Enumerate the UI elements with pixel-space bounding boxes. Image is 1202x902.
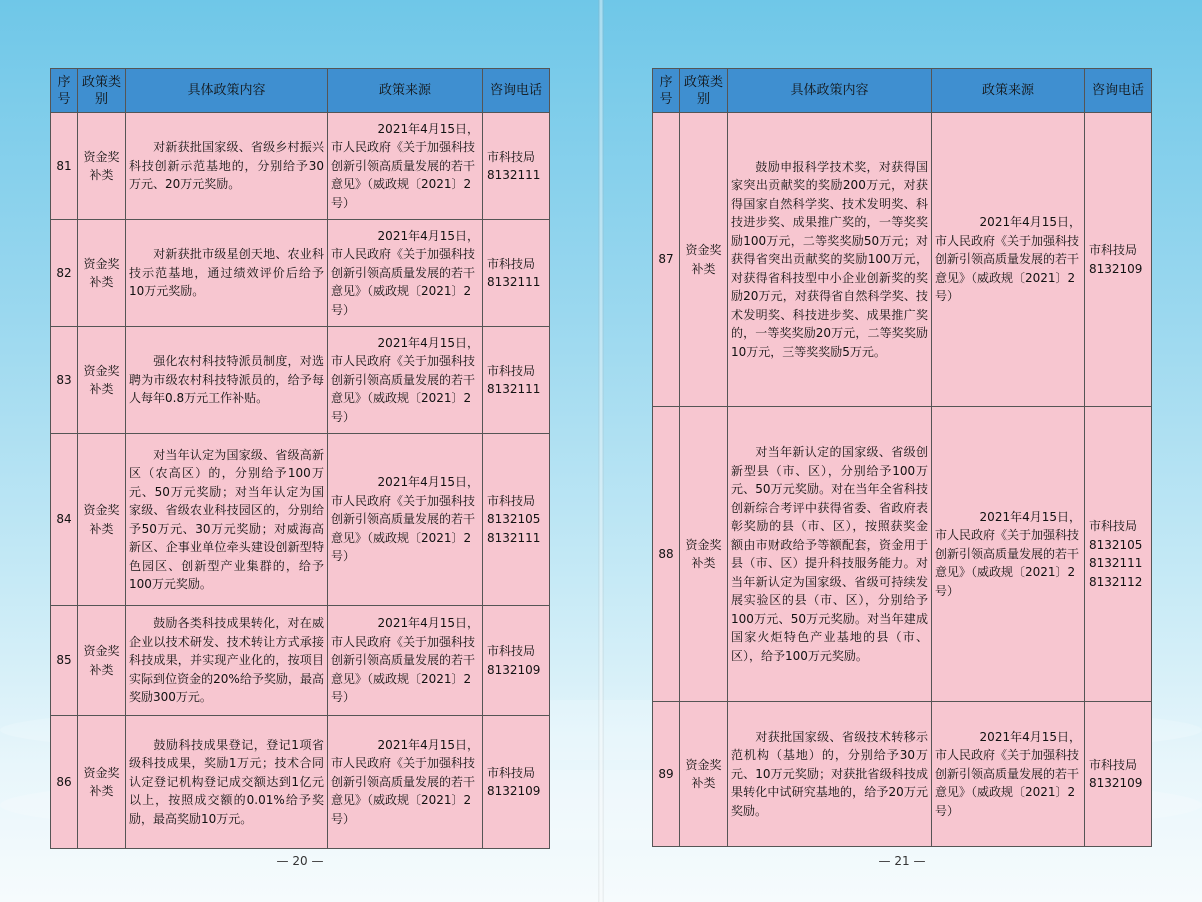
- row-phone: 市科技局8132105 8132111: [483, 434, 550, 606]
- row-no: 84: [51, 434, 78, 606]
- row-no: 89: [653, 702, 680, 847]
- header-category: 政策类别: [680, 69, 728, 113]
- table-row: [51, 434, 550, 606]
- row-content: 对当年新认定的国家级、省级创新型县（市、区），分别给予100万元、50万元奖励。对在当年全省科技创新综合考评中获得省委、省政府表彰奖励的县（市、区），按照获奖金额由市财政给予等额配套，资金用于县（市、区）提升科技服务能力。对当年新认定为国家级、省级可持续发展实验区的县（市、区），分别给予100万元、50万元奖励。对当年建成国家火炬特色产业基地的县（市、区），给予100万元奖励。: [728, 407, 932, 702]
- row-category: 资金奖补类: [78, 606, 126, 716]
- row-category: 资金奖补类: [78, 716, 126, 849]
- table-row: [51, 716, 550, 849]
- row-phone: 市科技局8132109: [1085, 113, 1152, 407]
- header-source: 政策来源: [932, 69, 1085, 113]
- row-content: 对当年认定为国家级、省级高新区（农高区）的，分别给予100万元、50万元奖励；对当年认定为国家级、省级农业科技园区的，分别给予50万元、30万元奖励；对威海高新区、企事业单位牵头建设创新型特色园区、创新型产业集群的，给予100万元奖励。: [126, 434, 328, 606]
- row-source: 2021年4月15日， 市人民政府《关于加强科技创新引领高质量发展的若干意见》（威政规〔2021〕2号）: [328, 716, 483, 849]
- row-category: 资金奖补类: [680, 407, 728, 702]
- row-source: 2021年4月15日， 市人民政府《关于加强科技创新引领高质量发展的若干意见》（威政规〔2021〕2号）: [328, 113, 483, 220]
- policy-table-left: [50, 68, 550, 849]
- row-source: 2021年4月15日， 市人民政府《关于加强科技创新引领高质量发展的若干意见》（威政规〔2021〕2号）: [328, 606, 483, 716]
- row-content: 鼓励申报科学技术奖，对获得国家突出贡献奖的奖励200万元，对获得国家自然科学奖、技术发明奖、科技进步奖、成果推广奖的，一等奖奖励100万元，二等奖奖励50万元；对获得省突出贡献奖的奖励100万元，对获得省科技型中小企业创新奖的奖励20万元，对获得省自然科学奖、技术发明奖、科技进步奖、成果推广奖的，一等奖奖励20万元，二等奖奖励10万元，三等奖奖励5万元。: [728, 113, 932, 407]
- table-header-row: [653, 69, 1152, 113]
- table-row: [51, 327, 550, 434]
- row-phone: 市科技局8132105 8132111 8132112: [1085, 407, 1152, 702]
- row-category: 资金奖补类: [78, 434, 126, 606]
- table-header-row: [51, 69, 550, 113]
- row-phone: 市科技局8132109: [483, 606, 550, 716]
- row-category: 资金奖补类: [78, 327, 126, 434]
- header-content: 具体政策内容: [728, 69, 932, 113]
- header-content: 具体政策内容: [126, 69, 328, 113]
- row-category: 资金奖补类: [78, 220, 126, 327]
- row-phone: 市科技局8132109: [1085, 702, 1152, 847]
- row-content: 鼓励科技成果登记，登记1项省级科技成果，奖励1万元；技术合同认定登记机构登记成交额达到1亿元以上，按照成交额的0.01%给予奖励，最高奖励10万元。: [126, 716, 328, 849]
- table-row: [51, 606, 550, 716]
- header-phone: 咨询电话: [483, 69, 550, 113]
- row-source: 2021年4月15日， 市人民政府《关于加强科技创新引领高质量发展的若干意见》（威政规〔2021〕2号）: [932, 407, 1085, 702]
- row-no: 83: [51, 327, 78, 434]
- row-no: 86: [51, 716, 78, 849]
- row-phone: 市科技局8132111: [483, 327, 550, 434]
- row-content: 对获批国家级、省级技术转移示范机构（基地）的，分别给予30万元、10万元奖励；对获批省级科技成果转化中试研究基地的，给予20万元奖励。: [728, 702, 932, 847]
- row-category: 资金奖补类: [680, 702, 728, 847]
- row-source: 2021年4月15日， 市人民政府《关于加强科技创新引领高质量发展的若干意见》（威政规〔2021〕2号）: [328, 220, 483, 327]
- left-page: [0, 0, 600, 902]
- table-row: [653, 113, 1152, 407]
- header-no: 序号: [51, 69, 78, 113]
- row-source: 2021年4月15日， 市人民政府《关于加强科技创新引领高质量发展的若干意见》（威政规〔2021〕2号）: [932, 113, 1085, 407]
- row-no: 81: [51, 113, 78, 220]
- row-category: 资金奖补类: [78, 113, 126, 220]
- row-content: 对新获批国家级、省级乡村振兴科技创新示范基地的，分别给予30万元、20万元奖励。: [126, 113, 328, 220]
- row-phone: 市科技局8132111: [483, 113, 550, 220]
- row-no: 88: [653, 407, 680, 702]
- row-source: 2021年4月15日， 市人民政府《关于加强科技创新引领高质量发展的若干意见》（威政规〔2021〕2号）: [328, 434, 483, 606]
- table-row: [653, 702, 1152, 847]
- table-row: [51, 220, 550, 327]
- table-row: [51, 113, 550, 220]
- row-phone: 市科技局8132109: [483, 716, 550, 849]
- header-category: 政策类别: [78, 69, 126, 113]
- row-phone: 市科技局8132111: [483, 220, 550, 327]
- row-no: 82: [51, 220, 78, 327]
- row-no: 85: [51, 606, 78, 716]
- row-content: 强化农村科技特派员制度，对选聘为市级农村科技特派员的，给予每人每年0.8万元工作补贴。: [126, 327, 328, 434]
- right-page: [602, 0, 1202, 902]
- row-source: 2021年4月15日， 市人民政府《关于加强科技创新引领高质量发展的若干意见》（威政规〔2021〕2号）: [328, 327, 483, 434]
- policy-table-right: [652, 68, 1152, 847]
- row-content: 对新获批市级星创天地、农业科技示范基地，通过绩效评价后给予10万元奖励。: [126, 220, 328, 327]
- table-row: [653, 407, 1152, 702]
- header-source: 政策来源: [328, 69, 483, 113]
- header-no: 序号: [653, 69, 680, 113]
- row-no: 87: [653, 113, 680, 407]
- row-category: 资金奖补类: [680, 113, 728, 407]
- page-number: — 20 —: [276, 854, 324, 868]
- row-content: 鼓励各类科技成果转化，对在威企业以技术研发、技术转让方式承接科技成果，并实现产业化的，按项目实际到位资金的20%给予奖励，最高奖励300万元。: [126, 606, 328, 716]
- header-phone: 咨询电话: [1085, 69, 1152, 113]
- row-source: 2021年4月15日， 市人民政府《关于加强科技创新引领高质量发展的若干意见》（威政规〔2021〕2号）: [932, 702, 1085, 847]
- page-number: — 21 —: [878, 854, 926, 868]
